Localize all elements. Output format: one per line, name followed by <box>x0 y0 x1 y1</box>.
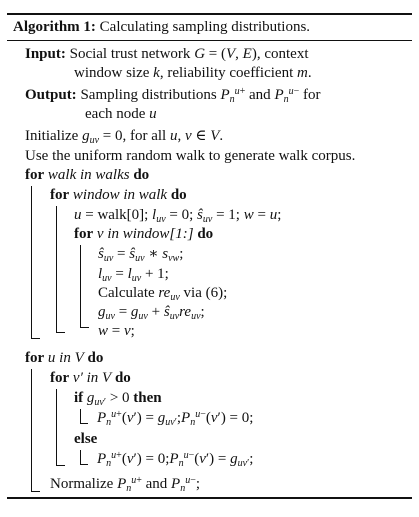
caption-rule <box>7 40 412 41</box>
else-keyword: else <box>74 431 98 447</box>
output-keyword: Output: <box>25 87 77 103</box>
for-window-line: for window in walk do <box>50 187 187 203</box>
for-v-guide <box>80 245 89 328</box>
else-guide <box>80 450 88 465</box>
w-assign-line: w = v; <box>98 323 135 339</box>
algorithm-caption <box>13 19 310 36</box>
s-update-line: $ŝ_{uv}$ = $ŝ_{uv}$ ∗ $s_{vw}$; <box>98 246 184 264</box>
for-vp-line: for v′ in V do <box>50 370 131 386</box>
g-update-line: $g_{uv} = g_{uv}$ + $ŝ_{uv}re_{uv}$; <box>98 304 205 322</box>
assign-line: u = walk[0]; $l_{uv} = 0$; $ŝ_{uv} = 1$; w = u; <box>74 207 282 225</box>
algorithm-label: Algorithm 1: <box>13 19 96 35</box>
output-line-1: Output: Sampling distributions $P_n^{u+}$ and $P_n^{u-}$ for <box>25 86 321 105</box>
else-line <box>74 431 97 448</box>
else-body-line: $P_n^{u+}(v')$ = $0;P_n^{u-}(v') = g_{uv'}$; <box>97 450 254 469</box>
for-u-line: for u in V do <box>25 350 104 366</box>
input-line-1: Input: Social trust network G = (V, E), context <box>25 46 309 62</box>
for-window-guide <box>56 206 65 333</box>
init-line: Initialize $g_{uv} = 0$, for all u, v ∈ V. <box>25 128 224 146</box>
input-line-2: window size k, reliability coefficient m. <box>74 65 312 81</box>
for-u-guide <box>31 369 40 492</box>
input-keyword: Input: <box>25 46 66 62</box>
for-walk-guide <box>31 186 40 339</box>
for-vp-guide <box>56 389 65 466</box>
then-body-line: $P_n^{u+}(v')$ = $g_{uv'};P_n^{u-}(v') = 0$; <box>97 409 254 428</box>
for-walk-line: for walk in walks do <box>25 167 150 183</box>
top-rule <box>7 13 412 15</box>
if-line: if $g_{uv'} > 0$ then <box>74 390 162 408</box>
output-line-2: each node u <box>85 106 157 122</box>
uniform-walk-line: Use the uniform random walk to generate walk corpus. <box>25 148 356 164</box>
for-v-line: for v in window[1:] do <box>74 226 214 242</box>
then-guide <box>80 409 88 424</box>
l-update-line: $l_{uv} = l_{uv} + 1$; <box>98 266 169 284</box>
bottom-rule <box>7 497 412 499</box>
normalize-line: Normalize $P_n^{u+}$ and $P_n^{u-}$; <box>50 475 201 494</box>
algorithm-title: Calculating sampling distributions. <box>99 19 311 35</box>
calculate-line: Calculate $re_{uv}$ via (6); <box>98 285 228 303</box>
